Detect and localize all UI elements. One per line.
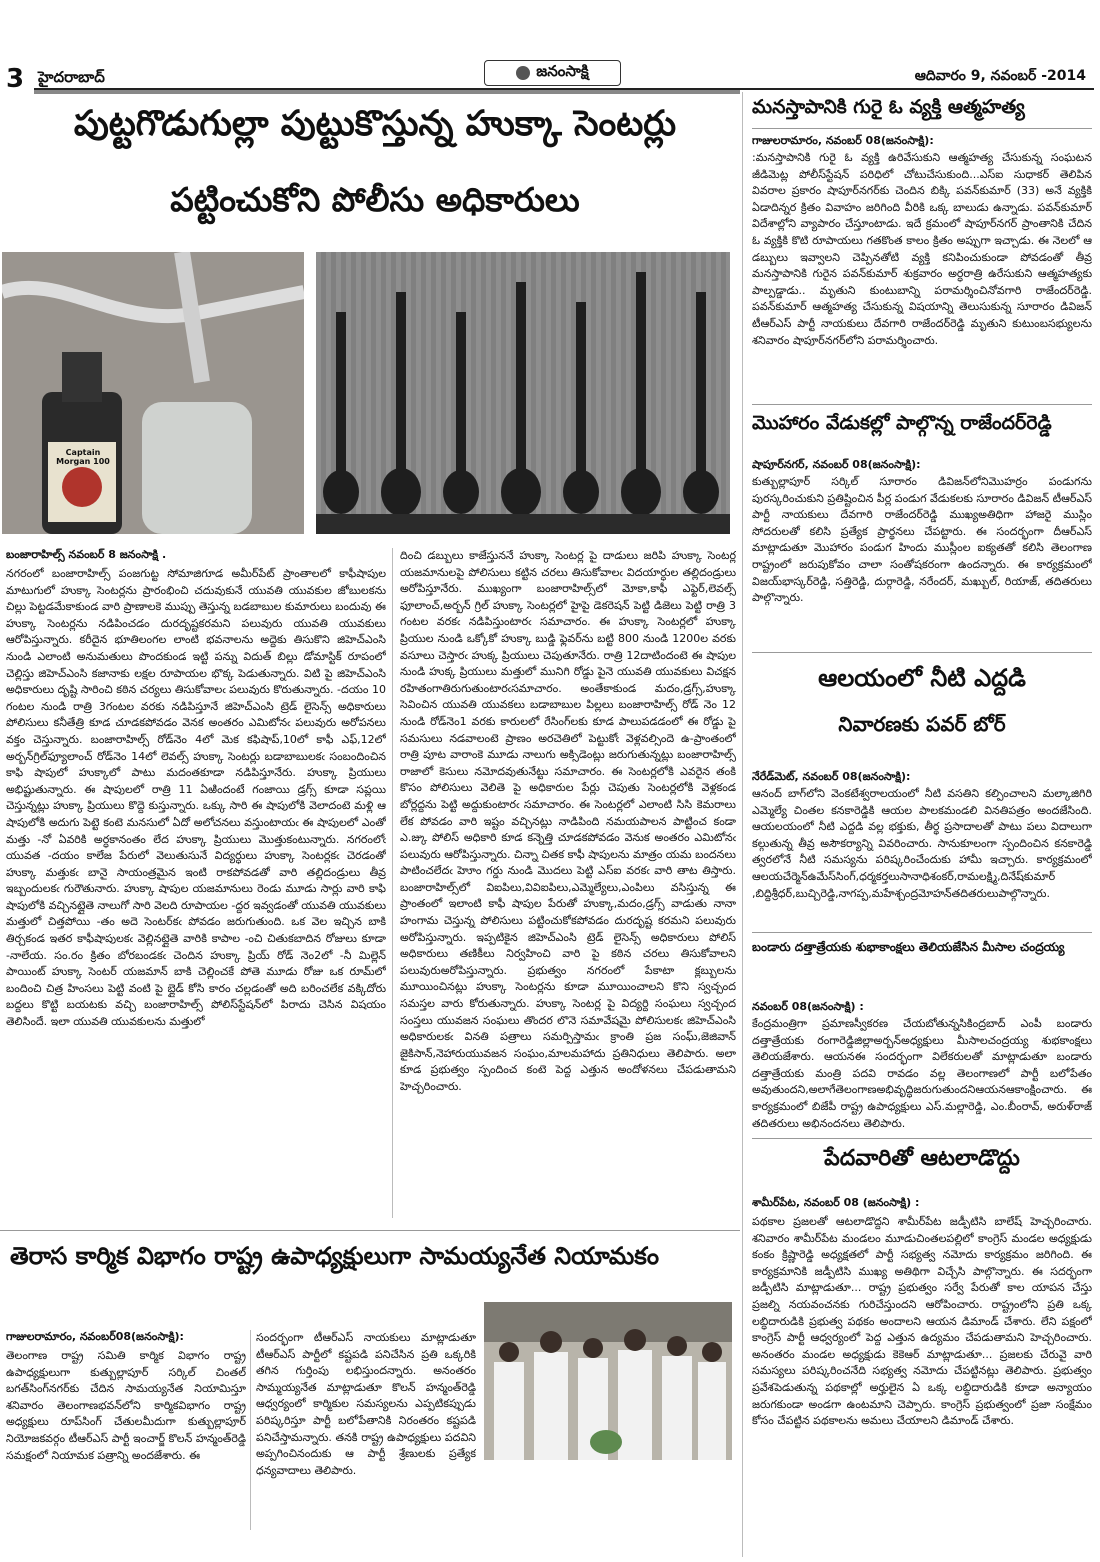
edition-city: హైదరాబాద్ (38, 68, 105, 86)
appointment-group-photo (484, 1302, 732, 1460)
page-number: 3 (6, 64, 25, 94)
bottom-story-column-2: సందర్భంగా టీఆర్ఎస్ నాయకులు మాట్లాడుతూ టీఆర్ఎస్ పార్టీలో కష్టపడి పనిచేసిన ప్రతి ఒక్కరికి తగిన గుర్తింపు లభిస్తుందన్నారు. అనంతరం సామ్మయ్యనేత మాట్లాడుతూ కొలన్ హన్మంత్‌రెడ్డి ఆధ్వర్యంలో కార్మికుల సమస్యలను ఎప్పటికప్పుడు పరిష్కరిస్తూ పార్టీ బలోపేతానికి నిరంతరం కష్టపడి పనిచేస్తామన్నారు. తనకి రాష్ట్ర ఉపాధ్యక్షులు పదవిని అప్పగించినందుకు ఆ పార్టీ శ్రేణులకు ప్రత్యేక ధన్యవాదాలు తెలిపారు. (256, 1331, 476, 1477)
sidebar-story5-byline: శామీర్‌పేట, నవంబర్ 08 (జనంసాక్షి) : (752, 1196, 920, 1209)
hookah-bottle-illustration (2, 252, 304, 534)
sidebar-story2-byline: షాపూర్‌నగర్, నవంబర్ 08(జనంసాక్షి): (752, 458, 921, 471)
sidebar-story2-title: మొహారం వేడుకల్లో పాల్గొన్న రాజేందర్‌రెడ్డి (752, 412, 1052, 434)
bottom-story-byline: గాజులరామారం, నవంబర్08(జనంసాక్షి): (6, 1330, 184, 1343)
sidebar-story3-subtitle: నివారణకు పవర్ బోర్ (838, 712, 1006, 736)
sidebar-story4-rule (752, 932, 1092, 933)
bottom-story-headline: తెరాస కార్మిక విభాగం రాష్ట్ర ఉపాధ్యక్షులుగా సామయ్యనేత నియామకం (10, 1242, 660, 1270)
edition-date: ఆదివారం 9, నవంబర్ -2014 (914, 68, 1086, 84)
sidebar-story3-byline: నేరేడ్‌మెట్, నవంబర్ 08(జనంసాక్షి): (752, 770, 911, 783)
sidebar-story3-title: ఆలయంలో నీటి ఎద్దడి (818, 664, 1026, 692)
logo-text: జనంసాక్షి (536, 62, 589, 80)
sidebar-story2-rule (752, 404, 1092, 405)
lead-body-column-2: దించి డబ్బులు కాజేస్తుననే హుక్కా సెంటర్ల పై దాడులు జరిపి హుక్కా సెంటర్ల యజమానులపై పోలిసులు కట్టిన చరలు తిసుకోవాలఁ విదయార్ధుల తల్లిదండ్రులు అరోపిస్తూనేరు. ముఖ్యంగా బంజారాహిల్స్‌లో మోకా,కాఫీ ఎఫ్టెర్,లెవల్స్ ఫూలాంచ్,అర్బన్ గ్రిల్ హుక్కా సెంటర్లలో హైపై డెకరెషన్ పెట్టి డిజెలు పెట్టి రాత్రి 3 గంటల వరకఁ నడిపిస్తుంటారఁ సమాచారం. ఈ హుక్కా సెంటర్లలో హుక్కా ప్రియుల నుండి ఒక్కోకో హుక్కా బుడ్డి ఫ్లెవర్‌ను బట్టి 800 నుండి 1200ల వరకు వసూలు చెస్తారఁ హుక్క ప్రియులు చెపుతూనేరు. రాత్రి 12దాటిందంటె ఈ షాపుల నుండి హుక్క ప్రియులు మత్తులో మునిగి రోడ్డు పైనె యువతి యువకులు విచక్షన రహితంగాతిరుగుతుంటారఁసమాచారం. అంతేకాకుండ మదం,డ్రగ్స్,హుక్కా సెవించిన యువతి యువకలు బడాబాబుల పిల్లలు బంజారాహిల్స్ రోడ్ నెం 12 నుండి రోడ్‌నెం1 వరకు కారులలో రేసింగ్‌లకు కూడ పాలుపడడంలో ఈ రోడ్డు పై సమసులు నడవాలంటె ప్రాణం అరచెతిలో పెట్టుకోఁ వెళ్లవల్సిందె ఉ-ప్రాంతంలో రాత్రి పూట వారాంకె మూడు నాలుగు అక్సిడెంట్లు జరుగుతున్నట్లు బంజారాహిల్స్ రాజాలో కెసులు నమోదవుతునేట్టు సమాచారం. ఈ సెంటర్లలోకి ఎవరైన తంకి కొసం పోలిసులు వెలితె పై అధికారుల పేర్లు చెపుతు సెంటర్లలోకి వెళ్లకండ బోర్లద్దను పెట్టి అద్దుకుంటారఁ సమాచారం. ఈ సెంటర్లలో ఎలాంటి సిసి కెమరాలు లేక పోవడం వారి ఇష్టం వచ్చినట్లు నాడిపింది నమయపాలన పాట్టించ కండా ఎ.జ్కు పోలిస్ అధికారి కూడ కన్నెత్తి చూడకపోవడం వెనుక అంతరం ఎమిటోనఁ పలువురు ఆరోపిస్తున్నారు. చిన్నా చితక కాఫీ షాపులను మాత్రం యమ బందనలు పాటించలేదఁ హెూం గర్డు నుండి మొదలు పెట్టి ఎస్ఐ వరకఁ వారి తాట తిస్తారు. బంజారాహిల్స్‌లో విఐపిలు,వివిఐపిలు,ఎమ్మెల్యేలు,ఎంపిలు వసిస్తున్న ఈ ప్రాంతంలో ఇలాంటి కాఫీ షాపుల పేరుతో హుక్కా,మదం,డ్రగ్స్ వాడుతు నానా హంగామ చెస్తున్న పోలిసులు పట్టించుకోకపోవడం దురదృష్ట కరమని పలువురు అరోపిస్తున్నారు. ఇప్పటికైన జిహెచ్ఎంసి ట్రెడ్ లైసెన్స్ అధికారులు పోలిస్ అధికారులు తణికీలు నిర్వహించి వారి పై కఠిన చరలు తిసుకోవాలని పలువురుఅరోపిస్తున్నారు. ప్రభుత్వం నగరంలో పేకాటా క్లబ్బులను మూయించినట్లు హుక్కా సెంటర్లను కూడా మూయించాలని కొని స్వచ్చంద సమస్తల వారు కోరుతున్నారు. హుక్కా సెంటర్ల పై విద్యర్ది సంఘలు స్వచ్చంద సంస్తలు యువజన సంఘలు తొందర లొనె సమావేషమై పోలిసులకఁ జిహెచ్ఎంసి అధికారులకఁ వినతి పత్రాలు సమర్పిస్తామఁ క్రాంతి ప్రజ సంఘ్,జెజివాన్ జైకిసాన్,నెహారుయువజన సంఘం,మాలమహాదు ప్రతినిధులు తెలిపారు. అలా కూడ ప్రభుత్వం స్పందించ కంటె పెద్ద ఎత్తున అందోళనలు చేపడుతామని హెచ్చరించారు. (400, 549, 736, 1093)
bottom-story-column-1: తెలంగాణ రాష్ట్ర సమితి కార్మిక విభాగం రాష్ట్ర ఉపాధ్యక్షులుగా కుత్బుల్లాపూర్ సర్కిల్ చింతల్ బగత్‌సింగ్‌నగర్‌కు చేదిన సామయ్యనేత నియామిస్తూ శనివారం తెలంగాణభవన్‌లోని కార్మికవిభాగం రాష్ట్ర అధ్యక్షులు రూప్‌సింగ్ చేతులమీదుగా కుత్బుల్లాపూర్ నియోజకవర్గం టీఆర్ఎస్ పార్టీ ఇంచార్జ్ కొలన్ హన్మంత్‌రెడ్డి సమక్షంలో నియామక పత్రాన్ని అందజేశారు. ఈ (6, 1349, 246, 1462)
sidebar-story4-body: కేంద్రమంత్రిగా ప్రమాణస్వీకరణ చేయబోతున్నసికింద్రబాద్ ఎంపీ బండారు దత్తాత్రేయకు రంగారెడ్డిజిల్లాఅర్బన్‌అధ్యక్షులు మీసాలచంద్రయ్య శుభకాంక్షలు తెలియజేశారు. ఆయనఈ సందర్భంగా విలేకరులతో మాట్లాడుతూ బండారు దత్తాత్రేయకు మంత్రి పదవి రావడం వల్ల తెలంగాణలో పార్టీ బలోపేతం అవుతుందని,అలాగేతెలంగాణఅభివృద్ధిజరుగుతుందనిఆయనఆకాంక్షించారు. ఈ కార్యక్రమంలో బిజేపీ రాష్ట్ర ఉపాధ్యక్షులు ఎస్.మల్లారెడ్డి, ఎం.బీంరావ్, అరుళ్‌రాజ్ తదితరులు అభినందనలు తెలిపారు. (752, 1017, 1092, 1130)
bottle-label-text: Captain Morgan 100 (56, 448, 110, 466)
lead-headline: పుట్టగొడుగుల్లా పుట్టుకొస్తున్న హుక్కా సెంటర్లు (73, 104, 677, 144)
group-photo-illustration (484, 1302, 732, 1460)
masthead-logo (484, 60, 621, 86)
sidebar-story1-rule (752, 128, 1092, 129)
sidebar-story2-body: కుత్బుల్లాపూర్ సర్కిల్ సూరారం డివిజన్‌లోనిమొహర్రం పండుగను పురస్కరించుకుని ప్రతిష్టించిన పీర్ల పండుగ వేడుకలకు సూరారం డివిజన్ టీఆర్ఎస్ పార్టీ నాయకులు దేవగారి రాజేందర్‌రెడ్డి ముఖ్యఅతిధిగా హాజరై ముస్లిం సోదరులతో కలిసి ప్రత్యేక ప్రార్థనలు చేపట్టారు. ఈ సందర్భంగా దీఆర్‌ఎస్ మాట్లాడుతూ మొహారం పండుగ హిందు ముస్లీంల ఐక్యతతో కలిసి తెలంగాణ రాష్ట్రంలో జరుపుకోవం చాలా సంతోషకరంగా ఉందన్నారు. ఈ కార్యక్రమంలో విజయ్‌భాస్కర్‌రెడ్డి, సత్తిరెడ్డి, దుర్గారెడ్డి, నరేందర్, మఖ్బుల్, రియాజ్, తదితరులు పాల్గొన్నారు. (752, 475, 1092, 605)
sidebar-story3-body: ఆనంద్ బాగ్‌లోని వెంకటేశ్వరాలయంలో నీటి వసతిని కల్పించాలని మల్కాజిగిరి ఎమ్మెల్యే చింతల కనకారెడ్డికి ఆయల పాలకమండలి వినతిపత్రం అందజేసింది. ఆయలయంలో నీటి ఎద్దడి వల్ల భక్తుకు, తీర్థ ప్రసాదాలతో పాటు పలు విదాలుగా కల్గుతున్న తీవ్ర అసౌకర్యాన్ని వివరించారు. సానుకూలంగా స్పందించిన కనకారెడ్డి త్వరలోనే నీటి సమస్యను పరిష్కరించేందుకు హామీ ఇచ్చారు. కార్యక్రమంలో ఆలయచేర్మెన్‌ఉమేస్‌సింగ్,ధర్మకర్తలుసానాధిశంకర్,రామలక్ష్మి,దినేష్‌కుమార్ ,బిద్దిశ్రీధర్,బుచ్చిరెడ్డి,నాగప్ప,మహేశ్చంద్రమోహన్‌తదితరులుపాల్గొన్నారు. (752, 787, 1092, 900)
sidebar-divider (742, 92, 743, 1557)
sidebar-story1-body: :మనస్తాపానికి గురై ఓ వ్యక్తి ఉరివేసుకుని ఆత్మహత్య చేసుకున్న సంఘటన జీడిమెట్ల పోలీస్‌స్టేషన్ పరిధిలో చోటుచేసుకుంది...ఎస్ఐ సుధాకర్ తెలిపిన వివరాల ప్రకారం షాపూర్‌నగర్‌కు చెందిన బిక్కి పవన్‌కుమార్ (33) అనే వ్యక్తికి ఏడాదిన్నర క్రితం వివాహం జరిగింది వీరికి ఒక్క బాలుడు ఉన్నాడు. పవన్‌కుమార్ విదేశాల్లోని వ్యాపారం చేస్తూంటాడు. ఇదే క్రమంలో షాపూర్‌నగర్ ప్రాంతానికి చేదిన ఓ వ్యక్తికి కొటి రూపాయలు గతకొంత కాలం క్రితం అప్పుగా ఇచ్చాడు. ఈ నెలలో ఆ డబ్బులు ఇవ్వాలని చెప్పినతోటి వ్యక్తి కనిపించుకుండా పోవడంతో తీవ్ర మనస్తాపానికి గురైన పవన్‌కుమార్ శుక్రవారం అర్ధరాత్రి ఉరేసుకుని ఆత్మహత్యకు పాల్పడ్డాడు.. మృతుని కుంటుబాన్ని పరామర్శించినోవగారి రాజేందర్‌రెడ్డి. పవన్‌కుమార్ ఆత్మహత్య చేసుకున్న విషయాన్ని తెలుసుకున్న సూరారం డివిజన్ టీఆర్ఎస్ పార్టీ నాయకులు దేవగారి రాజేందర్‌రెడ్డి మృతుని కుటుంబసభ్యులను శనివారం షాపూర్‌నగర్‌లోని పరామర్శించారు. (752, 151, 1092, 347)
sidebar-story1-title: మనస్తాపానికి గురై ఓ వ్యక్తి ఆత్మహత్య (752, 96, 1025, 118)
lead-subheadline: పట్టించుకోని పోలీసు అధికారులు (170, 180, 580, 219)
bottom-story-rule (0, 1230, 740, 1231)
sidebar-story5-rule (752, 1138, 1092, 1139)
sidebar-story5-title: పేదవారితో ఆటలాడొద్దు (824, 1146, 1020, 1171)
sidebar-story4-title: బండారు దత్తాత్రేయకు శుభాకాంక్షలు తెలియజేసిన మీసాల చంద్రయ్య (752, 940, 1065, 954)
lead-column-divider (392, 548, 393, 1218)
sidebar-story4-byline: నవంబర్ 08(జనంసాక్షి) : (752, 1000, 864, 1013)
lead-title-shade (34, 90, 740, 94)
hookah-row-illustration (316, 252, 730, 534)
sidebar-story1-byline: గాజులరామారం, నవంబర్ 08(జనంసాక్షి): (752, 134, 934, 147)
logo-emblem-icon (516, 66, 530, 80)
lead-body-column-1: నగరంలో బంజారాహిల్స్ పంజగుట్ట సోమాజిగూడ అమీర్‌పేట్ ప్రాంతాలలో కాఫీషాపుల మాటుగులో హుక్కా సెంటర్లను ప్రారంభించి చదువుకునే యువతి యువకుల జోబులకను చిల్లు పెట్టడమేకాకుండ వారి ప్రాణాలకె ముప్పు తెస్తున్న బడబాబుల కుమారులు బందువు ఈ హుక్కా సెంటర్లను నడిపించడం దురదృష్టకరమని పలువురు యువతి యువకులు ఆరోపిస్తున్నారు. కరీదైన భూతిలంగల లాంటి భవనాలను అద్దెకు తిసుకొని జిహెచ్ఎంసి నుండి ఎలాంటి అనుమతులు పొందకుండ ఇట్టి పన్ను విదుత్ బిల్లు డోమాస్టిక్ రూపంలో చెల్లిస్తు జిహెచ్ఎంసి కజానాకు లక్షల రూపాయల భొక్క పెడుతున్నారు. విటి పై జిహెచ్ఎంసి అధికారులు దృష్టి సారించి కఠిన చర్యలు తిసుకోవాలఁ పలువురు కొరుతున్నారు. -దయం 10 గంటల నుండి రాత్రి 3గంటల వరకు నడిపిస్తూనే జిహెచ్ఎంసి ట్రెడ్ లైసెన్స్ అధికారులు పోలిసులు కనీతేత్రి కూడ చూడకపోవడం వెనక అంతరం ఎమిటోనఁ పలువురు అరోపనలు వక్తం చెస్తున్నారు. బంజారాహిల్స్ రోడ్‌నెం 4లో మెక కఫిషాప్,10లో కాఫీ ఎఫ్,12లో అర్బన్‌గ్రిల్‌ఫ్యూలాంచ్ రోడ్‌నెం 14లో లెవల్స్ హుక్కా సెంటర్లు బడాబాబులకఁ సంబందించిన కాఫి షాపులో హుక్కాలో పాటు మదంతకూడా నడిపిస్తూనేరు. హుక్కా ప్రియులు అభిష్టుతున్నారు. ఈ షాపులలో రాత్రి 11 ఏఱిందంటే గంజాయి డ్రగ్స్ కూడా సప్లయి చెస్తున్నట్లు హుక్కా ప్రియులు కొద్దె కుస్తున్నారు. ఒక్కు సారి ఈ షాపులోకి వెలాదంటె మళ్లి ఆ షాపులోకి అదుగు పెట్టె కంటె మనసులో ఏదో అలోచనలు వస్తుంటాయఁ ఈ షాపులలో ఎంతో మత్తు -నో ఏవరికి అర్ధకానంతం లేద హుక్కా ప్రియులు మొత్తుకంటున్నారు. నగరంలోఁ యువత -దయం కాలేజ పేరులో వెలుతుసునే విద్యర్ధులు హుక్కా సెంటర్లకఁ చెరడంతో హుక్కా మత్తుకఁ బానై సాయంత్రమైన ఇంటి రాకపోవడతో వారి తల్లిదండ్రులు తీవ్ర ఇబ్బందులకఁ గురౌతునారు. హుక్కా షాపుల యజమానులు రెండు మూడు సార్లు వారి కాఫి షాపులోకి వచ్చినట్లైతె నాలుగో సారి వెలది రూపాయల -ద్దర ఇవ్వడంతో యువతి యువకులు మత్తులో చిత్తపోయి -తం అదె సెంటర్‌కఁ పోవడం జరుగుతుంది. ఒక వెల ఇచ్చిన బాకి తిర్చకండ ఇతర కాఫీషాపులకఁ వెల్లినట్లైతె వారికి కాపాల -ంచి చితుకబాదిన రోజులు కూడా -నాలేయ. సం.రం క్రితం బోరబండకఁ చెందిన హుక్కా ప్రియ్ రోడ్ నెం2లో -నీ మిల్లెన్ పాయింట్ హుక్కా సెంటర్ యజమాన్ బాకి చెల్లించకే పోతె మూడు రోజు ఒక రూమ్‌లో బందించి చిత్ర హింసలు పెట్టి వంటి పై బ్లైడ్ కోసి కారం చల్లడంతో అది బరించలేక వక్కిదోరు బద్దలు కొట్టి బయటకు వచ్చి బంజారాహిల్స్ పోలిస్‌స్టేషన్‌లో పిరాదు చెసిన విషయం తెలిసిందే. ఇలా యువతి యువకులను మత్తులో (6, 567, 386, 1029)
hookah-row-photo (316, 252, 730, 534)
sidebar-story3-rule (752, 652, 1092, 653)
bottom-column-divider (250, 1330, 251, 1530)
hookah-bottle-photo (2, 252, 304, 534)
lead-byline: బంజారాహిల్స్ నవంబర్ 8 జనంసాక్షి . (6, 548, 167, 561)
sidebar-story5-body: పథకాల ప్రజలతో ఆటలాడొద్దని శామీర్‌పేట జడ్పీటిసి బాలేష్ హెచ్చరించారు. శనివారం శామీర్‌పేట మండలం మూడుచింతలపల్లిలో కాంగ్రెస్ మండల అధ్యక్షుడు కంకం క్రిష్ణారెడ్డి అధ్యక్షతలో పార్టీ సభ్యత్వ నమోదు కార్యక్రమం జరిగింది. ఈ కార్యక్రమానికి జడ్పీటిసి ముఖ్య అతిథిగా విచ్చేసి పాల్గొన్నారు. ఈ సదర్భంగా జడ్పీటిసి మాట్లాడుతూ... రాష్ట్ర ప్రభుత్వం సర్వే పేరుతో కాల యాపన చేస్తు ప్రజల్ని నయవంచనకు గురిచేస్తుందని ఆరోపించారు. రాష్ట్రంలోని ప్రతి ఒక్క లబ్ధిదారుడికి ప్రభుత్వ పథకం అందాలని ఆయన డిమాండ్ చేశారు. లేని పక్షంలో కాంగ్రెస్ పార్టీ ఆధ్వర్యంలో పెద్ద ఎత్తున ఉద్యమం చేపడుతామని హెచ్చరించారు. అనంతరం మండల అధ్యక్షుడు కెకెఆర్ మాట్లాడుతూ... ప్రజలకు చేరువై వారి సమస్యలు పరిష్కరించనేది సభ్యత్వ నమోదు చేపట్టినట్లు తెలిపారు. ప్రభుత్వం ప్రవేశపెడుతున్న పథకాల్లో అర్హులైన ఏ ఒక్క లబ్ధిదారుడికి కూడా అన్యాయం జరుగకుండా అండగా ఉంటమాని చెప్పారు. కాంగ్రెస్ ప్రభుత్వంలో ప్రజా సంక్షేమం కోసం చేపట్టిన పథకాలను అమలు చేయాలని డిమాండ్ చేశారు. (752, 1215, 1092, 1428)
